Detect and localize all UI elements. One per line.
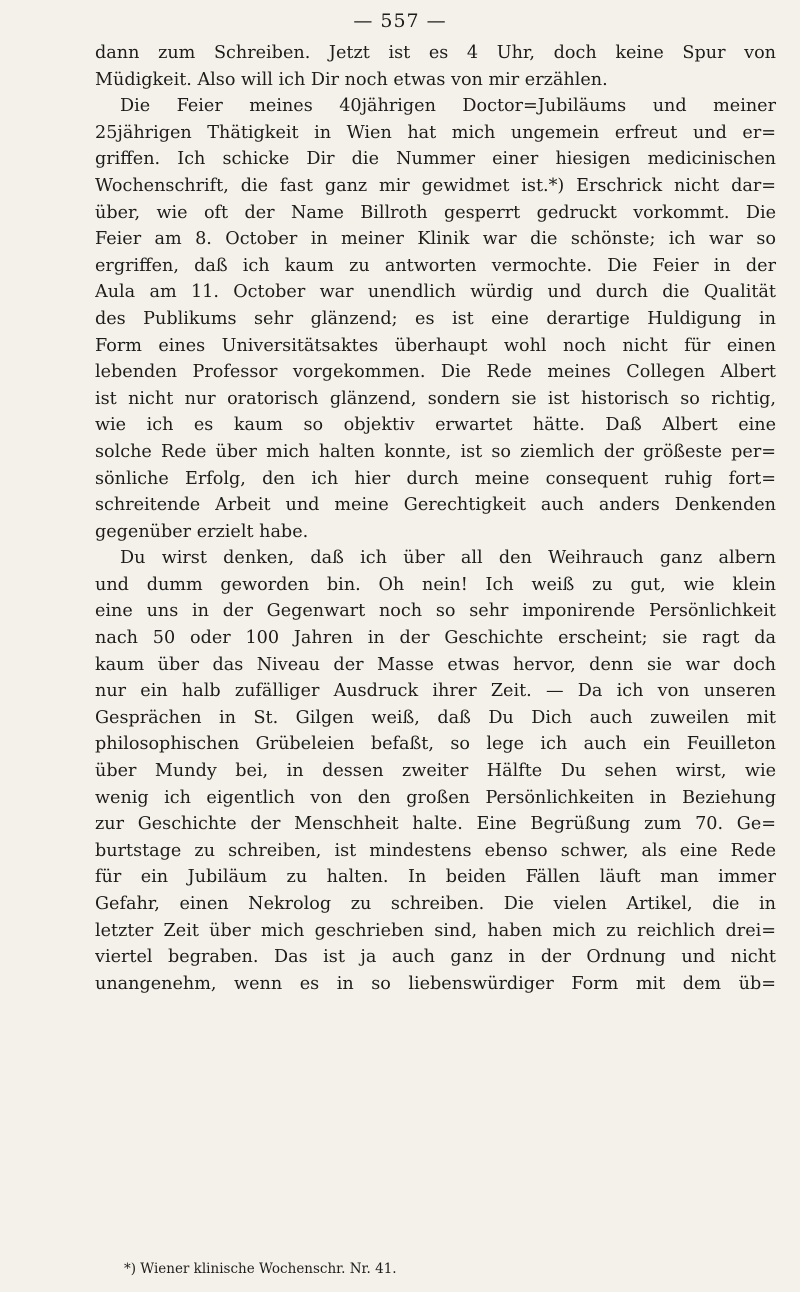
text-line: des Publikums sehr glänzend; es ist eine derartige Huldigung in [95, 308, 776, 329]
footnote: *) Wiener klinische Wochenschr. Nr. 41. [124, 1261, 397, 1277]
text-line: philosophischen Grübeleien befaßt, so lege ich auch ein Feuilleton [95, 734, 776, 755]
text-line: Form eines Universitätsaktes überhaupt wohl noch nicht für einen [95, 335, 776, 356]
text-line: wie ich es kaum so objektiv erwartet hätte. Daß Albert eine [95, 415, 776, 436]
text-line: gegenüber erzielt habe. [95, 521, 309, 542]
text-line: über Mundy bei, in dessen zweiter Hälfte Du sehen wirst, wie [95, 761, 776, 782]
text-line: letzter Zeit über mich geschrieben sind, haben mich zu reichlich drei= [95, 920, 776, 941]
text-line: nach 50 oder 100 Jahren in der Geschichte erscheint; sie ragt da [95, 628, 776, 649]
text-line: wenig ich eigentlich von den großen Persönlichkeiten in Beziehung [95, 787, 776, 808]
text-line: Wochenschrift, die fast ganz mir gewidmet ist.*) Erschrick nicht dar= [95, 175, 776, 196]
text-line: Gefahr, einen Nekrolog zu schreiben. Die vielen Artikel, die in [95, 894, 776, 914]
text-line: Gesprächen in St. Gilgen weiß, daß Du Dich auch zuweilen mit [95, 707, 776, 728]
text-line: viertel begraben. Das ist ja auch ganz in der Ordnung und nicht [95, 947, 776, 968]
page-number: — 557 — [353, 10, 447, 32]
text-line: lebenden Professor vorgekommen. Die Rede meines Collegen Albert [95, 362, 776, 383]
text-line: ergriffen, daß ich kaum zu antworten vermochte. Die Feier in der [95, 255, 776, 276]
text-line: unangenehm, wenn es in so liebenswürdiger Form mit dem üb= [95, 973, 776, 994]
text-line: Aula am 11. October war unendlich würdig und durch die Qualität [95, 282, 776, 303]
text-line: und dumm geworden bin. Oh nein! Ich weiß zu gut, wie klein [95, 574, 776, 595]
text-line: dann zum Schreiben. Jetzt ist es 4 Uhr, doch keine Spur von [95, 43, 776, 63]
text-line: über, wie oft der Name Billroth gesperrt gedruckt vorkommt. Die [95, 202, 776, 223]
text-line: Du wirst denken, daß ich über all den Weihrauch ganz albern [120, 548, 776, 569]
text-line: Müdigkeit. Also will ich Dir noch etwas von mir erzählen. [95, 69, 608, 90]
text-line: Die Feier meines 40jährigen Doctor=Jubiläums und meiner [120, 96, 776, 117]
text-line: zur Geschichte der Menschheit halte. Eine Begrüßung zum 70. Ge= [95, 814, 776, 835]
text-line: burtstage zu schreiben, ist mindestens ebenso schwer, als eine Rede [95, 840, 776, 861]
text-line: 25jährigen Thätigkeit in Wien hat mich ungemein erfreut und er= [95, 122, 776, 143]
text-line: griffen. Ich schicke Dir die Nummer einer hiesigen medicinischen [95, 149, 776, 170]
text-line: Feier am 8. October in meiner Klinik war die schönste; ich war so [95, 229, 776, 250]
text-line: nur ein halb zufälliger Ausdruck ihrer Zeit. — Da ich von unseren [95, 681, 776, 702]
text-line: für ein Jubiläum zu halten. In beiden Fällen läuft man immer [95, 867, 776, 888]
text-line: eine uns in der Gegenwart noch so sehr imponirende Persönlichkeit [95, 601, 776, 622]
text-line: ist nicht nur oratorisch glänzend, sondern sie ist historisch so richtig, [95, 388, 776, 409]
body-text [95, 40, 776, 997]
text-line: sönliche Erfolg, den ich hier durch meine consequent ruhig fort= [95, 468, 776, 489]
text-line: kaum über das Niveau der Masse etwas hervor, denn sie war doch [95, 654, 776, 675]
text-line: schreitende Arbeit und meine Gerechtigkeit auch anders Denkenden [95, 495, 776, 516]
text-line: solche Rede über mich halten konnte, ist so ziemlich der größeste per= [95, 441, 776, 462]
